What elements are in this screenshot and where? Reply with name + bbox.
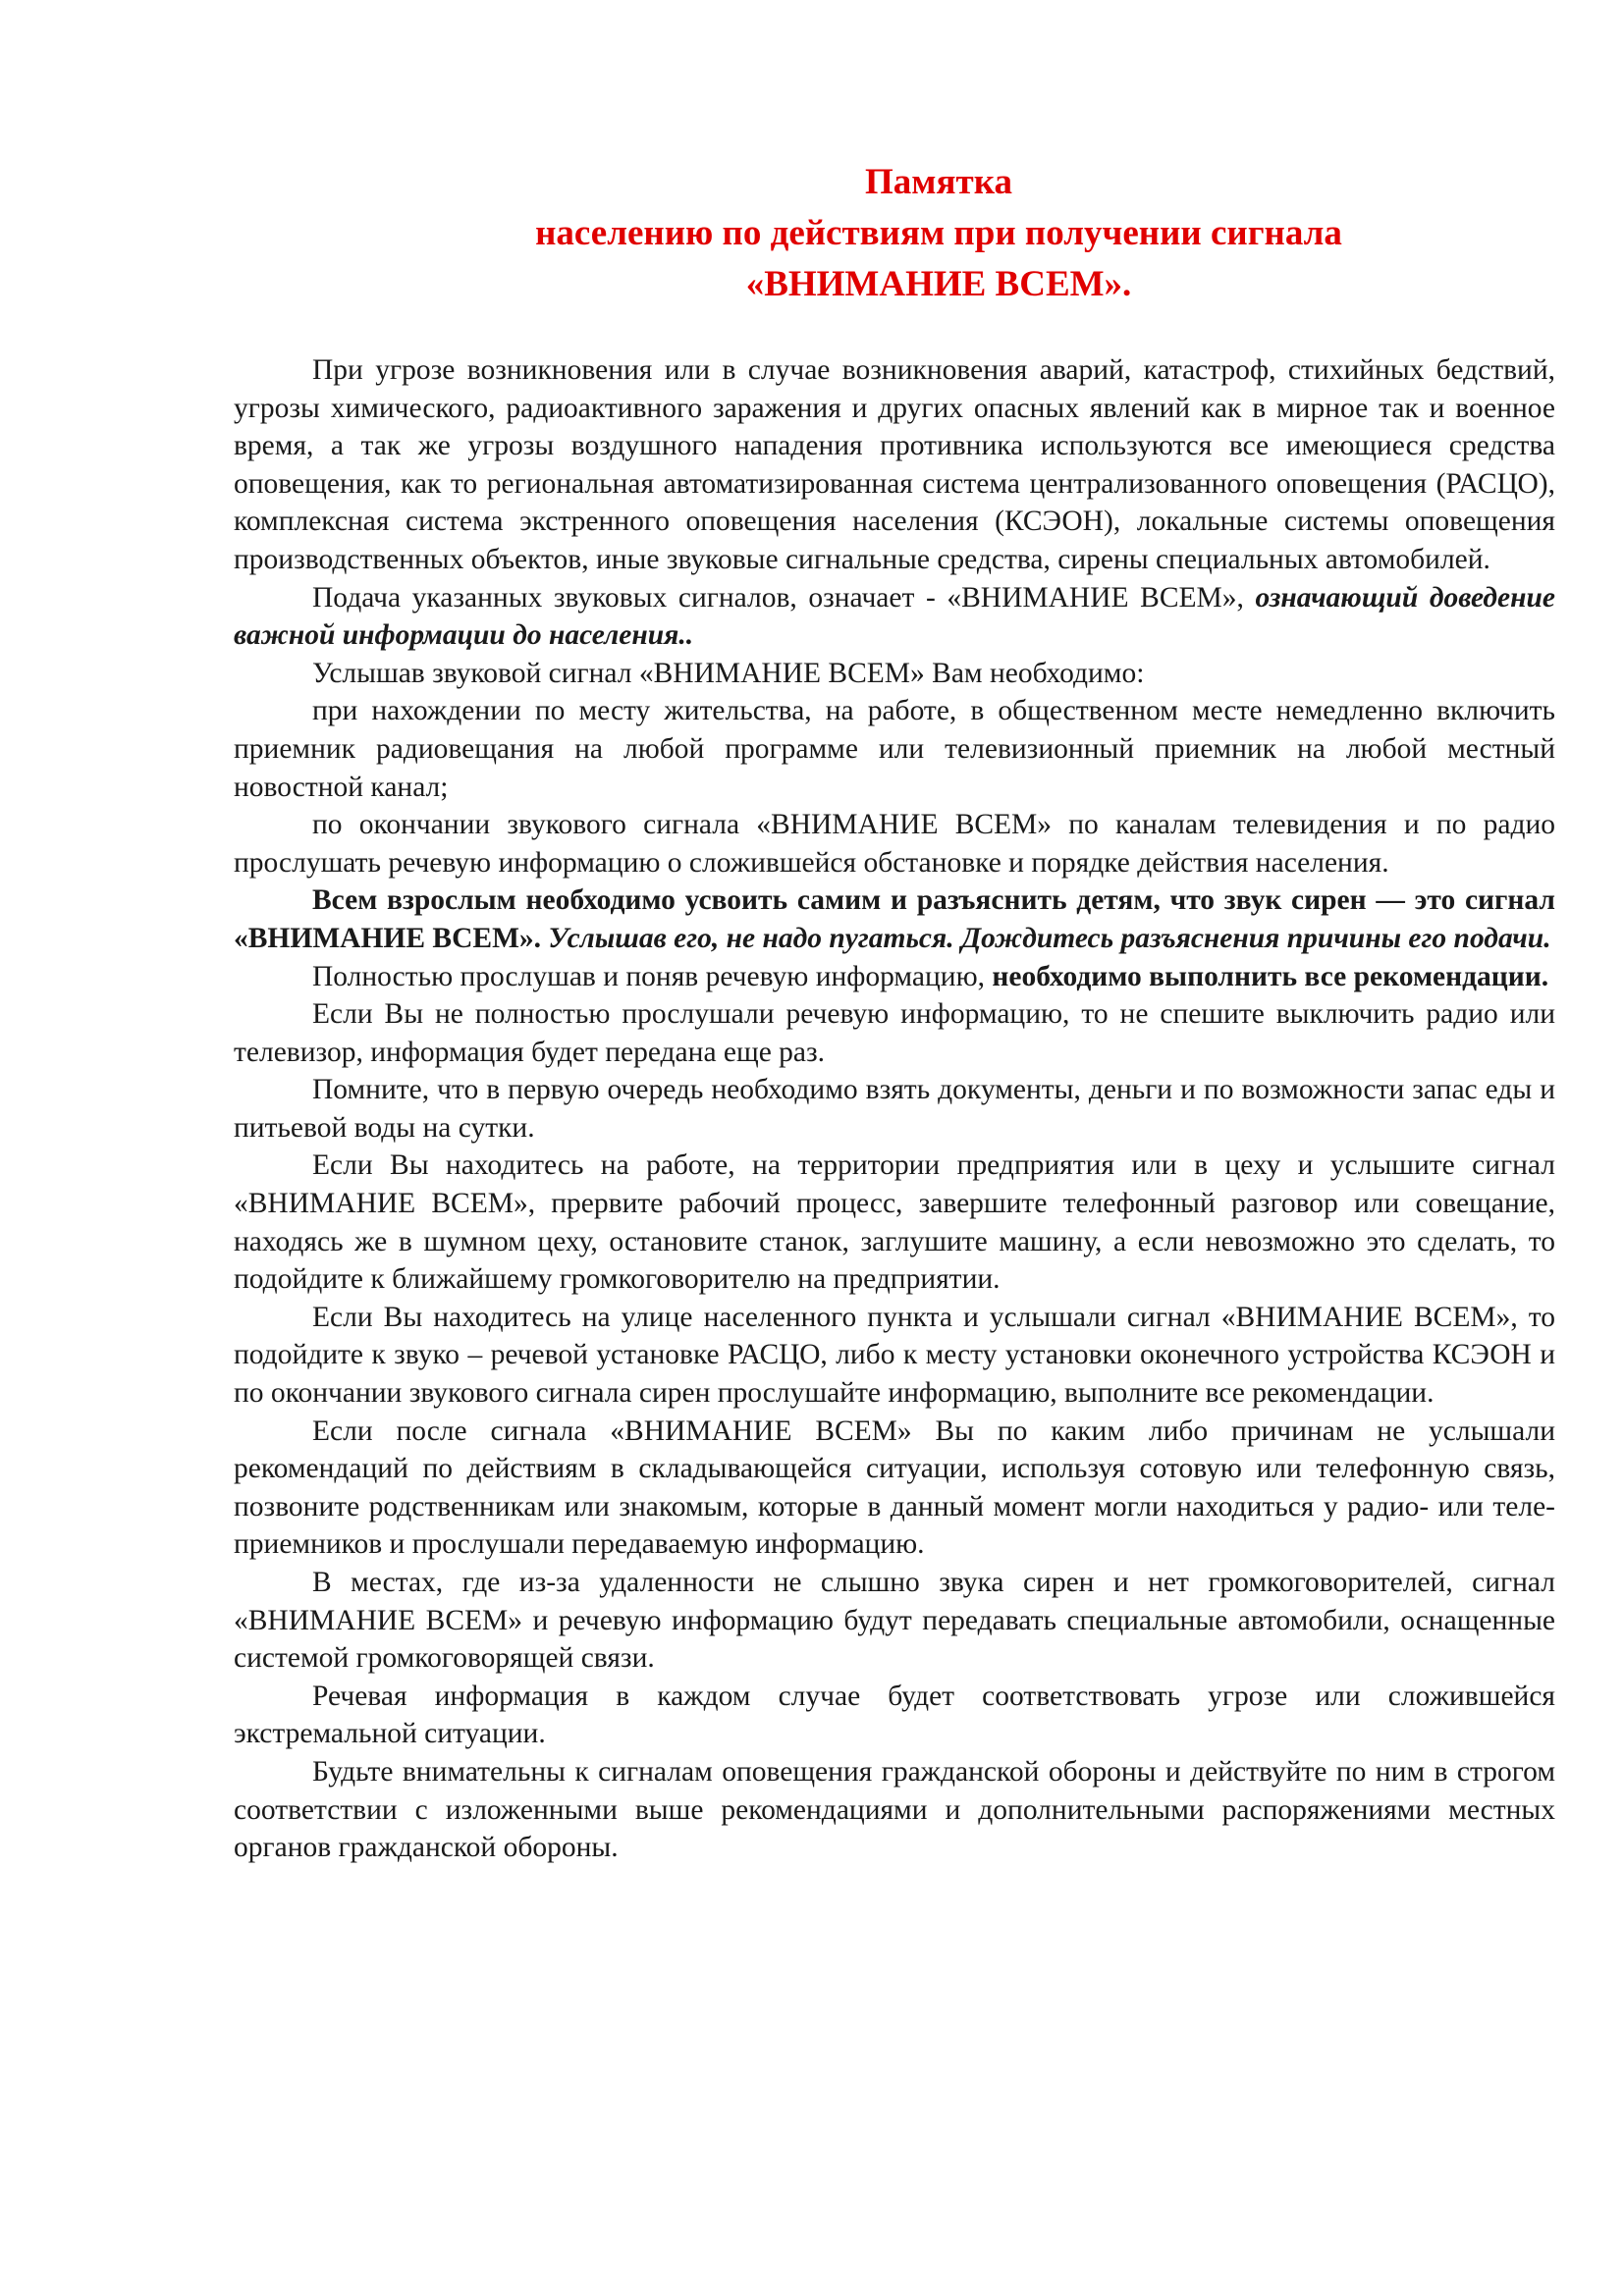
title-line-1: Памятка: [865, 162, 1012, 202]
title-line-2: населению по действиям при получении сигнала: [535, 213, 1342, 253]
title-line-3: «ВНИМАНИЕ ВСЕМ».: [745, 264, 1132, 304]
paragraph-on-hearing: Услышав звуковой сигнал «ВНИМАНИЕ ВСЕМ» Вам необходимо:: [312, 657, 1145, 689]
paragraph-repeat-info: Если Вы не полностью прослушали речевую информацию, то не спешите выключить радио или телевизор, информация будет передана еще раз.: [234, 998, 1555, 1068]
paragraph-on-street: Если Вы находитесь на улице населенного пункта и услышали сигнал «ВНИМАНИЕ ВСЕМ», то подойдите к звуко – речевой установке РАСЦО, либо к месту установки оконечного устройства КСЭОН и по окончании звукового сигнала сирен прослушайте информацию, выполните все рекомендации.: [234, 1301, 1555, 1410]
paragraph-follow-recommendations-plain: Полностью прослушав и поняв речевую информацию,: [312, 960, 993, 992]
paragraph-adults-children: [234, 881, 1555, 957]
paragraph-adults-children-bold: Всем взрослым необходимо усвоить самим и разъяснить детям, что звук сирен — это сигнал «ВНИМАНИЕ ВСЕМ».: [234, 884, 1555, 954]
paragraph-listen-info: по окончании звукового сигнала «ВНИМАНИЕ ВСЕМ» по каналам телевидения и по радио прослушать речевую информацию о сложившейся обстановке и порядке действия населения.: [234, 809, 1555, 879]
paragraph-documents: Помните, что в первую очередь необходимо взять документы, деньги и по возможности запас еды и питьевой воды на сутки.: [234, 1074, 1555, 1144]
paragraph-intro: При угрозе возникновения или в случае возникновения аварий, катастроф, стихийных бедствий, угрозы химического, радиоактивного заражения и других опасных явлений как в мирное так и военное время, а так же угрозы воздушного нападения противника используются все имеющиеся средства оповещения, как то региональная автоматизированная система централизованного оповещения (РАСЦО), комплексная система экстренного оповещения населения (КСЭОН), локальные системы оповещения производственных объектов, иные звуковые сигнальные средства, сирены специальных автомобилей.: [234, 354, 1555, 575]
paragraph-follow-recommendations-bold: необходимо выполнить все рекомендации.: [992, 960, 1549, 992]
paragraph-follow-recommendations: [234, 958, 1555, 996]
document-title: [322, 157, 1555, 310]
document-body: [234, 351, 1555, 1867]
paragraph-signal-meaning: [234, 579, 1555, 655]
paragraph-signal-meaning-plain: Подача указанных звуковых сигналов, означает - «ВНИМАНИЕ ВСЕМ»,: [312, 581, 1256, 614]
paragraph-remote-places: В местах, где из-за удаленности не слышно звука сирен и нет громкоговорителей, сигнал «ВНИМАНИЕ ВСЕМ» и речевую информацию будут передавать специальные автомобили, оснащенные системой громкоговорящей связи.: [234, 1567, 1555, 1675]
paragraph-missed-info: Если после сигнала «ВНИМАНИЕ ВСЕМ» Вы по каким либо причинам не услышали рекомендаций по действиям в складывающейся ситуации, используя сотовую или телефонную связь, позвоните родственникам или знакомым, которые в данный момент могли находиться у радио- или теле- приемников и прослушали передаваемую информацию.: [234, 1415, 1555, 1561]
paragraph-turn-on-receiver: при нахождении по месту жительства, на работе, в общественном месте немедленно включить приемник радиовещания на любой программе или телевизионный приемник на любой местный новостной канал;: [234, 695, 1555, 803]
paragraph-signal-meaning-emphasis: означающий доведение важной информации до населения..: [234, 581, 1555, 652]
document-page: [234, 157, 1555, 1867]
paragraph-adults-children-emphasis: Услышав его, не надо пугаться. Дождитесь разъяснения причины его подачи.: [541, 922, 1551, 954]
paragraph-speech-info: Речевая информация в каждом случае будет соответствовать угрозе или сложившейся экстремальной ситуации.: [234, 1680, 1555, 1750]
paragraph-at-work: Если Вы находитесь на работе, на территории предприятия или в цеху и услышите сигнал «ВНИМАНИЕ ВСЕМ», прервите рабочий процесс, завершите телефонный разговор или совещание, находясь же в шумном цеху, остановите станок, заглушите машину, а если невозможно это сделать, то подойдите к ближайшему громкоговорителю на предприятии.: [234, 1149, 1555, 1296]
paragraph-be-attentive: Будьте внимательны к сигналам оповещения гражданской обороны и действуйте по ним в строгом соответствии с изложенными выше рекомендациями и дополнительными распоряжениями местных органов гражданской обороны.: [234, 1755, 1555, 1864]
